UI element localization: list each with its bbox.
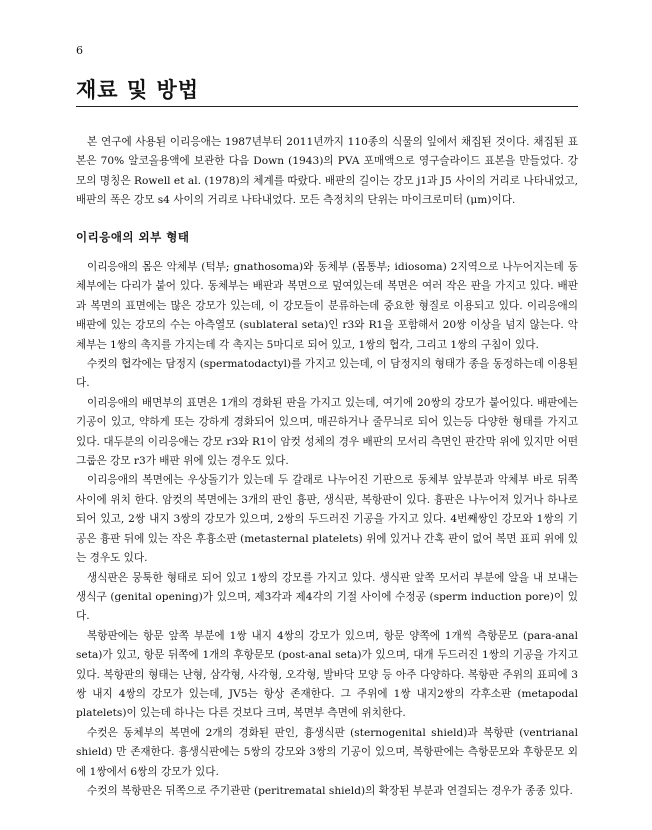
section-heading: 이리응애의 외부 형태 [76, 230, 190, 244]
paragraph: 복항판에는 항문 앞쪽 부분에 1쌍 내지 4쌍의 강모가 있으며, 항문 양쪽에 1개씩 측항문모 (para-anal seta)가 있고, 항문 뒤쪽에 1개의 후항문모 (post-anal seta)가 있으며, 대개 두드러진 1쌍의 기공을 가지고 있다. 복항판의 형태는 난형, 삼각형, 사각형, 오각형, 발바닥 모양 등 아주 다양하다. 복항판 주위의 표피에 3쌍 내지 4쌍의 강모가 있는데, JV5는 항상 존재한다. 그 주위에 1쌍 내지2쌍의 각후소판 (metapodal platelets)이 있는데 하나는 다른 것보다 크며, 복면부 측면에 위치한다. [76, 629, 578, 720]
title-divider [76, 106, 578, 107]
morphology-section [76, 258, 578, 801]
paragraph: 이리응애의 복면에는 우상돌기가 있는데 두 갈래로 나누어진 기판으로 동체부 앞부분과 악체부 바로 뒤쪽 사이에 위치 한다. 암컷의 복면에는 3개의 판인 흉판, 생식판, 복항판이 있다. 흉판은 나누어져 있거나 하나로 되어 있고, 2쌍 내지 3쌍의 강모가 있으며, 2쌍의 두드러진 기공을 가지고 있다. 4번째쌍인 강모와 1쌍의 기공은 흉판 뒤에 있는 작은 후흉소판 (metasternal platelets) 위에 있거나 간혹 판이 없어 복면 표피 위에 있는 경우도 있다. [76, 474, 578, 565]
page-number: 6 [76, 44, 83, 57]
intro-paragraph: 본 연구에 사용된 이리응애는 1987년부터 2011년까지 110종의 식물의 잎에서 채집된 것이다. 채집된 표본은 70% 알코올용액에 보관한 다음 Down (1943)의 PVA 포매액으로 영구슬라이드 표본을 만들었다. 강모의 명칭은 Rowell et al. (1978)의 체계를 따랐다. 배판의 길이는 강모 j1과 J5 사이의 거리로 나타내었고, 배판의 폭은 강모 s4 사이의 거리로 나타내었다. 모든 측정치의 단위는 마이크로미터 (μm)이다. [76, 136, 578, 207]
paragraph: 수컷의 협각에는 담정지 (spermatodactyl)를 가지고 있는데, 이 담정지의 형태가 종을 동정하는데 이용된다. [76, 358, 578, 390]
paragraph: 이리응애의 몸은 악체부 (턱부; gnathosoma)와 동체부 (몸통부; idiosoma) 2지역으로 나누어지는데 동체부에는 다리가 붙어 있다. 동체부는 배판과 복면으로 덮여있는데 복면은 여러 작은 판을 가지고 있다. 배판과 복면의 표면에는 많은 강모가 있는데, 이 강모들이 분류하는데 중요한 형질로 이용되고 있다. 이리응애의 배판에 있는 강모의 수는 아측열모 (sublateral seta)인 r3와 R1을 포함해서 20쌍 이상을 넘지 않는다. 악체부는 1쌍의 촉지를 가지는데 각 촉지는 5마디로 되어 있고, 1쌍의 협각, 그리고 1쌍의 구침이 있다. [76, 261, 578, 351]
paragraph: 생식판은 뭉툭한 형태로 되어 있고 1쌍의 강모를 가지고 있다. 생식판 앞쪽 모서리 부분에 알을 내 보내는 생식구 (genital opening)가 있으며, 제3각과 제4각의 기절 사이에 수정공 (sperm induction pore)이 있다. [76, 571, 578, 623]
paragraph: 이리응애의 배면부의 표면은 1개의 경화된 판을 가지고 있는데, 여기에 20쌍의 강모가 붙어있다. 배판에는 기공이 있고, 약하게 또는 강하게 경화되어 있으며, 매끈하거나 줄무늬로 되어 있는등 다양한 형태를 가지고 있다. 대두분의 이리응애는 강모 r3와 R1이 암컷 성체의 경우 배판의 모서리 측면인 판간막 위에 있지만 어떤 그룹은 강모 r3가 배판 위에 있는 경우도 있다. [76, 396, 578, 468]
paragraph: 수컷은 동체부의 복면에 2개의 경화된 판인, 흉생식판 (sternogenital shield)과 복항판 (ventrianal shield) 만 존재한다. 흉생식판에는 5쌍의 강모와 3쌍의 기공이 있으며, 복항판에는 측항문모와 후항문모 외에 1쌍에서 6쌍의 강모가 있다. [76, 726, 578, 778]
intro-section [76, 133, 578, 211]
paragraph: 수컷의 복항판은 뒤쪽으로 주기관판 (peritrematal shield)의 확장된 부분과 연결되는 경우가 종종 있다. [87, 784, 573, 797]
chapter-title: 재료 및 방법 [76, 77, 200, 102]
